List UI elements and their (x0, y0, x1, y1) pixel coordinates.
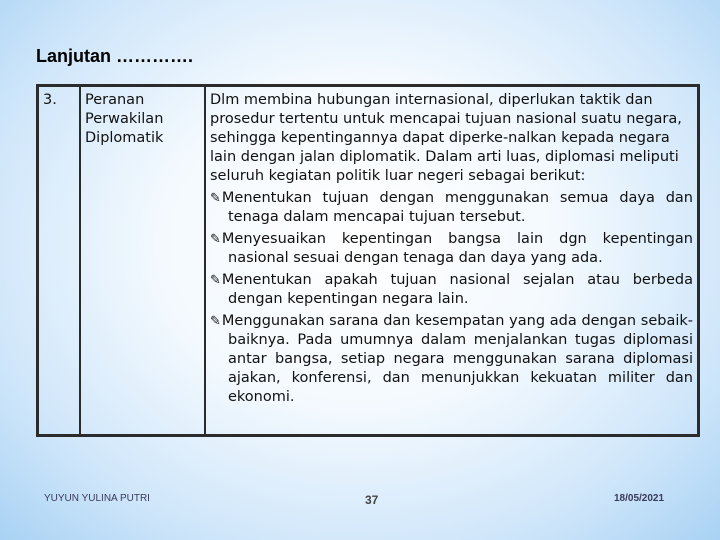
table-row (38, 86, 699, 436)
list-item (210, 271, 693, 309)
pencil-icon: ✎ (210, 273, 221, 288)
list-item (210, 312, 693, 407)
row-number: 3. (38, 86, 81, 436)
footer-author: YUYUN YULINA PUTRI (44, 493, 150, 504)
subject-line: Perwakilan (85, 111, 164, 127)
row-subject (80, 86, 205, 436)
bullet-text: Menentukan apakah tujuan nasional sejalan atau berbeda dengan kepentingan negara lain. (221, 272, 693, 307)
pencil-icon: ✎ (210, 232, 221, 247)
subject-line: Peranan (85, 92, 145, 108)
subject-line: Diplomatik (85, 130, 164, 146)
row-description (205, 86, 699, 436)
content-table (36, 84, 700, 437)
footer-date: 18/05/2021 (614, 493, 665, 504)
bullet-text: Menggunakan sarana dan kesempatan yang ada dengan sebaik-baiknya. Pada umumnya dalam menjalankan tugas diplomasi antar bangsa, setiap negara menggunakan sarana diplomasi ajakan, konferensi, dan menunjukkan kekuatan militer dan ekonomi. (221, 313, 693, 405)
pencil-icon: ✎ (210, 314, 221, 329)
bullet-text: Menyesuaikan kepentingan bangsa lain dgn kepentingan nasional sesuai dengan tenaga dan daya yang ada. (221, 231, 693, 266)
list-item (210, 189, 693, 227)
footer-page-number: 37 (365, 493, 379, 507)
bullet-text: Menentukan tujuan dengan menggunakan semua daya dan tenaga dalam mencapai tujuan tersebut. (221, 190, 693, 225)
description-paragraph: Dlm membina hubungan internasional, diperlukan taktik dan prosedur tertentu untuk mencapai tujuan nasional suatu negara, sehingga kepentingannya dapat diperke-nalkan kepada negara lain dengan jalan diplomatik. Dalam arti luas, diplomasi meliputi seluruh kegiatan politik luar negeri sebagai berikut: (210, 92, 682, 184)
list-item (210, 230, 693, 268)
slide-title: Lanjutan …………. (36, 46, 193, 66)
pencil-icon: ✎ (210, 191, 221, 206)
